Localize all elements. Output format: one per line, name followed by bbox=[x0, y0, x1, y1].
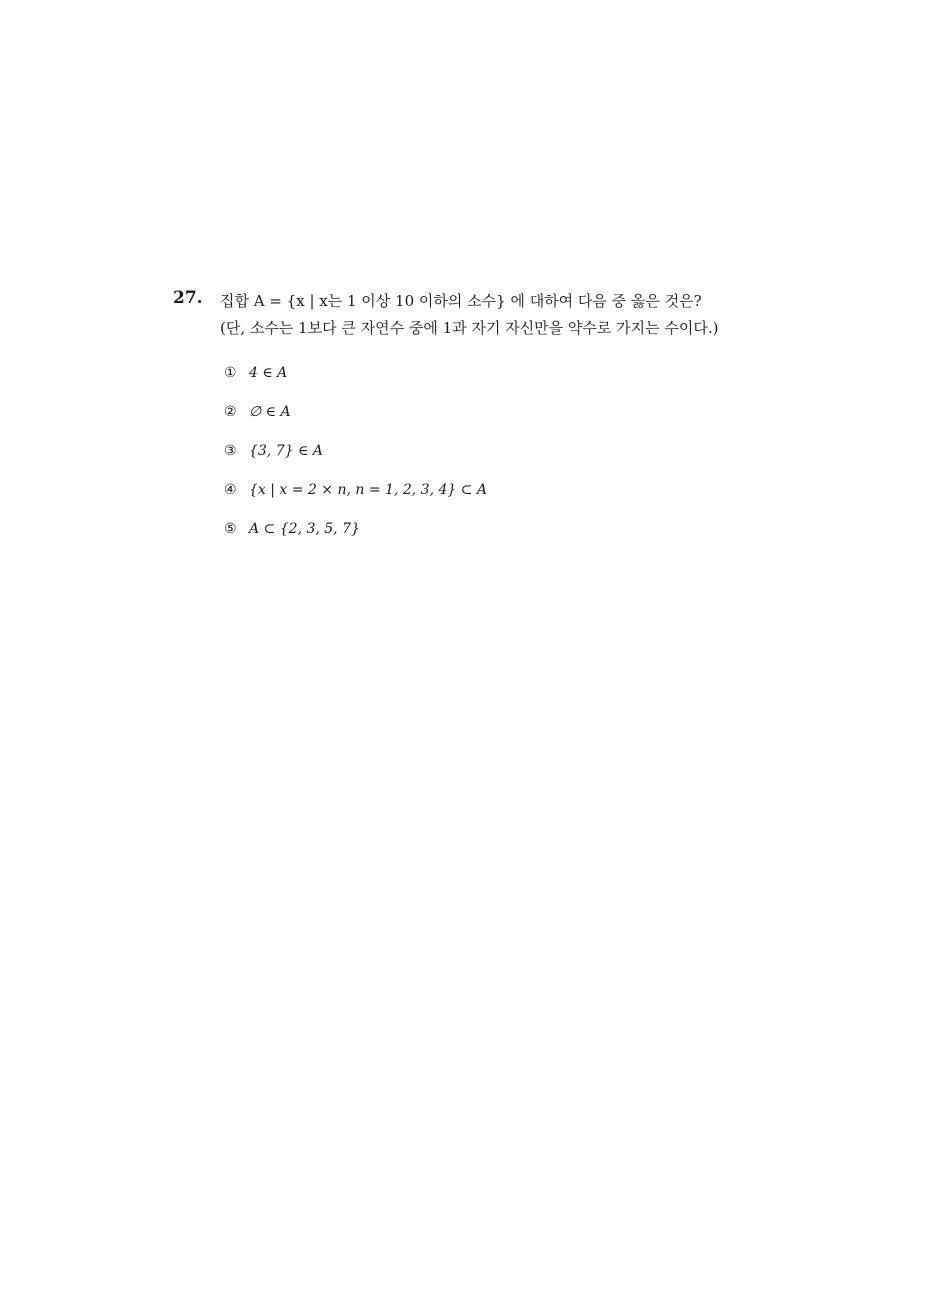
choice-marker: ③ bbox=[224, 443, 237, 459]
choice-5[interactable] bbox=[224, 521, 487, 560]
choice-marker: ① bbox=[224, 365, 237, 381]
question-line-1: 집합 A = {x | x는 1 이상 10 이하의 소수} 에 대하여 다음 중 옳은 것은? bbox=[220, 292, 702, 310]
choice-4[interactable] bbox=[224, 482, 487, 521]
choice-text: {3, 7} ∈ A bbox=[249, 443, 323, 459]
choice-text: 4 ∈ A bbox=[249, 365, 288, 381]
answer-choices bbox=[224, 365, 487, 560]
question-text bbox=[220, 288, 840, 342]
choice-text: {x | x = 2 × n, n = 1, 2, 3, 4} ⊂ A bbox=[249, 482, 488, 498]
choice-text: ∅ ∈ A bbox=[249, 404, 291, 420]
choice-1[interactable] bbox=[224, 365, 487, 404]
choice-marker: ④ bbox=[224, 482, 237, 498]
question-line-2: (단, 소수는 1보다 큰 자연수 중에 1과 자기 자신만을 약수로 가지는 수이다.) bbox=[220, 319, 719, 337]
choice-3[interactable] bbox=[224, 443, 487, 482]
choice-text: A ⊂ {2, 3, 5, 7} bbox=[249, 521, 360, 537]
choice-marker: ② bbox=[224, 404, 237, 420]
question-number: 27. bbox=[173, 288, 203, 308]
choice-2[interactable] bbox=[224, 404, 487, 443]
choice-marker: ⑤ bbox=[224, 521, 237, 537]
